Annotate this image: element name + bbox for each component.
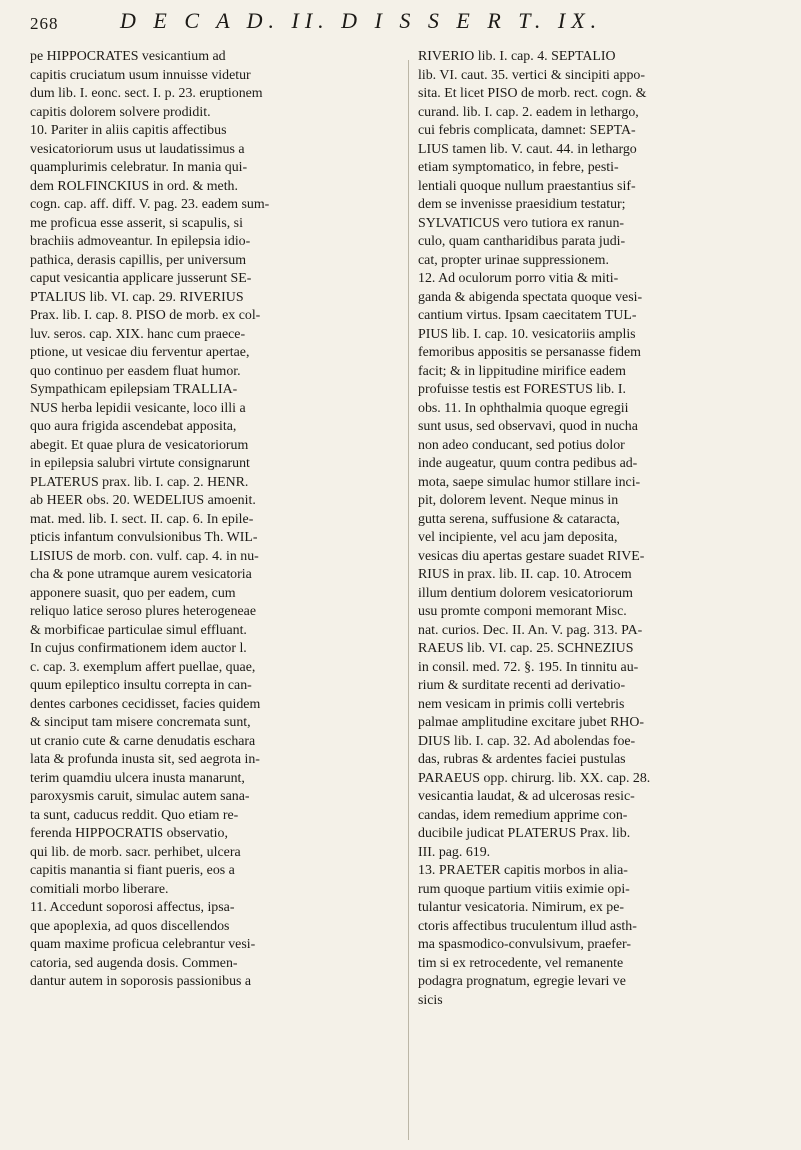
text-line: das, rubras & ardentes faciei pustulas	[418, 752, 626, 767]
text-line: vesicatoriorum usus ut laudatissimus a	[30, 141, 245, 157]
text-line: RAEUS lib. VI. cap. 25. SCHNEZIUS	[418, 641, 634, 656]
text-line: obs. 11. In ophthalmia quoque egregii	[418, 400, 629, 416]
right-column	[418, 48, 778, 1143]
text-line: ta sunt, caducus reddit. Quo etiam re-	[30, 807, 239, 823]
text-line: rium & surditate recenti ad derivatio-	[418, 678, 626, 693]
text-line: nem vesicam in primis colli vertebris	[418, 696, 625, 712]
text-line: reliquo latice seroso plures heterogeneae	[30, 604, 257, 619]
text-line: PLATERUS prax. lib. I. cap. 2. HENR.	[30, 474, 249, 490]
text-line: lib. VI. caut. 35. vertici & sincipiti appo-	[418, 67, 645, 83]
text-line: PIUS lib. I. cap. 10. vesicatoriis amplis	[418, 326, 636, 342]
text-line: cui febris complicata, damnet: SEPTA-	[418, 123, 636, 138]
text-line: SYLVATICUS vero tutiora ex ranun-	[418, 215, 625, 231]
text-line: Sympathicam epilepsiam TRALLIA-	[30, 382, 238, 397]
text-line: gutta serena, suffusione & cataracta,	[418, 511, 620, 527]
text-line: qui lib. de morb. sacr. perhibet, ulcera	[30, 844, 241, 860]
text-line: DIUS lib. I. cap. 32. Ad abolendas foe-	[418, 733, 636, 749]
text-line: ferenda HIPPOCRATIS observatio,	[30, 826, 228, 841]
text-line: femoribus appositis se persanasse fidem	[418, 345, 641, 360]
text-line: c. cap. 3. exemplum affert puellae, quae,	[30, 659, 256, 675]
text-line: PARAEUS opp. chirurg. lib. XX. cap. 28.	[418, 770, 651, 786]
text-line: pe HIPPOCRATES vesicantium ad	[30, 49, 226, 64]
text-line: paroxysmis caruit, simulac autem sana-	[30, 789, 250, 804]
text-line: mat. med. lib. I. sect. II. cap. 6. In epile-	[30, 511, 254, 527]
text-line: dem ROLFINCKIUS in ord. & meth.	[30, 178, 238, 194]
text-line: dantur autem in soporosis passionibus a	[30, 974, 252, 989]
text-line: podagra prognatum, egregie levari ve	[418, 974, 626, 989]
text-line: in epilepsia salubri virtute consignarunt	[30, 456, 250, 471]
text-line: sunt usus, sed observavi, quod in nucha	[418, 419, 638, 434]
text-line: ut cranio cute & carne denudatis eschara	[30, 733, 256, 749]
text-line: capitis cruciatum usum innuisse videtur	[30, 67, 251, 83]
text-line: etiam symptomatico, in febre, pesti-	[418, 160, 619, 175]
text-line: dum lib. I. eonc. sect. I. p. 23. eruptionem	[30, 86, 263, 101]
text-line: III. pag. 619.	[418, 844, 491, 860]
text-line: quamplurimis celebratur. In mania qui-	[30, 160, 248, 175]
text-line: 10. Pariter in aliis capitis affectibus	[30, 123, 227, 138]
text-line: tulantur vesicatoria. Nimirum, ex pe-	[418, 900, 624, 915]
text-line: in consil. med. 72. §. 195. In tinnitu au-	[418, 659, 639, 675]
text-line: illum dentium dolorem vesicatoriorum	[418, 585, 633, 601]
text-line: 11. Accedunt soporosi affectus, ipsa-	[30, 900, 235, 915]
text-line: abegit. Et quae plura de vesicatoriorum	[30, 437, 249, 453]
text-line: dem se invenisse praesidium testatur;	[418, 197, 626, 212]
text-line: apponere suasit, quo per eadem, cum	[30, 585, 236, 601]
text-line: mota, saepe simulac humor stillare inci-	[418, 474, 641, 490]
text-line: curand. lib. I. cap. 2. eadem in lethargo,	[418, 104, 639, 120]
text-line: non adeo conducant, sed potius dolor	[418, 437, 625, 453]
text-line: inde augeatur, quum contra pedibus ad-	[418, 456, 638, 471]
text-line: sicis	[418, 992, 443, 1008]
text-line: brachiis admoveantur. In epilepsia idio-	[30, 234, 251, 249]
text-line: In cujus confirmationem idem auctor l.	[30, 641, 247, 656]
text-line: dentes carbones cecidisset, facies quidem	[30, 696, 261, 712]
text-line: ab HEER obs. 20. WEDELIUS amoenit.	[30, 493, 256, 508]
text-line: vesicas diu apertas gestare suadet RIVE-	[418, 548, 645, 564]
text-line: quo continuo per easdem fluat humor.	[30, 363, 241, 379]
text-line: rum quoque partium vitiis eximie opi-	[418, 881, 630, 897]
text-line: pathica, derasis capillis, per universum	[30, 252, 247, 268]
text-line: profuisse testis est FORESTUS lib. I.	[418, 382, 626, 397]
text-line: vel incipiente, vel acu jam deposita,	[418, 530, 618, 545]
left-column	[30, 48, 390, 1143]
text-line: tim si ex retrocedente, vel remanente	[418, 955, 624, 971]
text-line: RIUS in prax. lib. II. cap. 10. Atrocem	[418, 567, 632, 582]
text-line: cha & pone utramque aurem vesicatoria	[30, 567, 252, 582]
text-line: & morbificae particulae simul effluant.	[30, 622, 247, 638]
running-header	[30, 8, 790, 38]
text-line: catoria, sed augenda dosis. Commen-	[30, 955, 238, 971]
text-line: & sinciput tam misere concremata sunt,	[30, 715, 251, 730]
text-line: lentiali quoque nullum praestantius sif-	[418, 178, 636, 194]
text-line: 13. PRAETER capitis morbos in alia-	[418, 863, 628, 878]
text-line: LISIUS de morb. con. vulf. cap. 4. in nu-	[30, 548, 259, 564]
text-line: me proficua esse asserit, si scapulis, si	[30, 215, 243, 231]
text-line: cogn. cap. aff. diff. V. pag. 23. eadem sum-	[30, 197, 270, 212]
text-line: quo aura frigida ascendebat apposita,	[30, 419, 237, 434]
text-line: ptione, ut vesicae diu ferventur apertae,	[30, 345, 250, 360]
text-line: sita. Et licet PISO de morb. rect. cogn. &	[418, 86, 647, 101]
text-line: caput vesicantia applicare jusserunt SE-	[30, 271, 252, 286]
text-line: ganda & abigenda spectata quoque vesi-	[418, 289, 643, 305]
text-line: cantium virtus. Ipsam caecitatem TUL-	[418, 308, 637, 323]
text-line: capitis manantia si fiant pueris, eos a	[30, 863, 235, 878]
text-line: ctoris affectibus truculentum illud asth-	[418, 918, 637, 934]
text-line: Prax. lib. I. cap. 8. PISO de morb. ex col-	[30, 308, 261, 323]
text-line: pit, dolorem levent. Neque minus in	[418, 493, 619, 508]
text-line: culo, quam cantharidibus parata judi-	[418, 234, 626, 249]
text-line: palmae amplitudine excitare jubet RHO-	[418, 715, 645, 730]
text-line: NUS herba lepidii vesicante, loco illi a	[30, 400, 246, 416]
text-line: usu promte componi memorant Misc.	[418, 604, 627, 619]
column-divider	[408, 60, 409, 1140]
page-number: 268	[30, 14, 59, 33]
text-line: cat, propter urinae suppressionem.	[418, 252, 609, 268]
text-line: pticis infantum convulsionibus Th. WIL-	[30, 530, 258, 545]
running-title: D E C A D. II. D I S S E R T. IX.	[120, 8, 603, 33]
text-line: 12. Ad oculorum porro vitia & miti-	[418, 271, 619, 286]
text-line: quam maxime proficua celebrantur vesi-	[30, 937, 256, 952]
text-line: lata & profunda inusta sit, sed aegrota in-	[30, 752, 260, 767]
text-line: nat. curios. Dec. II. An. V. pag. 313. PA-	[418, 622, 643, 638]
text-line: capitis dolorem solvere prodidit.	[30, 104, 211, 120]
text-line: vesicantia laudat, & ad ulcerosas resic-	[418, 789, 635, 804]
text-line: comitiali morbo liberare.	[30, 881, 169, 897]
text-line: terim quamdiu ulcera inusta manarunt,	[30, 770, 245, 786]
text-line: PTALIUS lib. VI. cap. 29. RIVERIUS	[30, 289, 244, 305]
text-line: que apoplexia, ad quos discellendos	[30, 918, 230, 934]
text-line: ma spasmodico-convulsivum, praefer-	[418, 937, 632, 952]
text-line: quum epileptico insultu correpta in can-	[30, 678, 252, 693]
text-line: RIVERIO lib. I. cap. 4. SEPTALIO	[418, 49, 616, 64]
text-line: ducibile judicat PLATERUS Prax. lib.	[418, 826, 631, 841]
text-line: candas, idem remedium apprime con-	[418, 807, 628, 823]
text-line: luv. seros. cap. XIX. hanc cum praece-	[30, 326, 246, 342]
text-line: facit; & in lippitudine mirifice eadem	[418, 363, 626, 379]
text-line: LIUS tamen lib. V. caut. 44. in lethargo	[418, 141, 637, 157]
